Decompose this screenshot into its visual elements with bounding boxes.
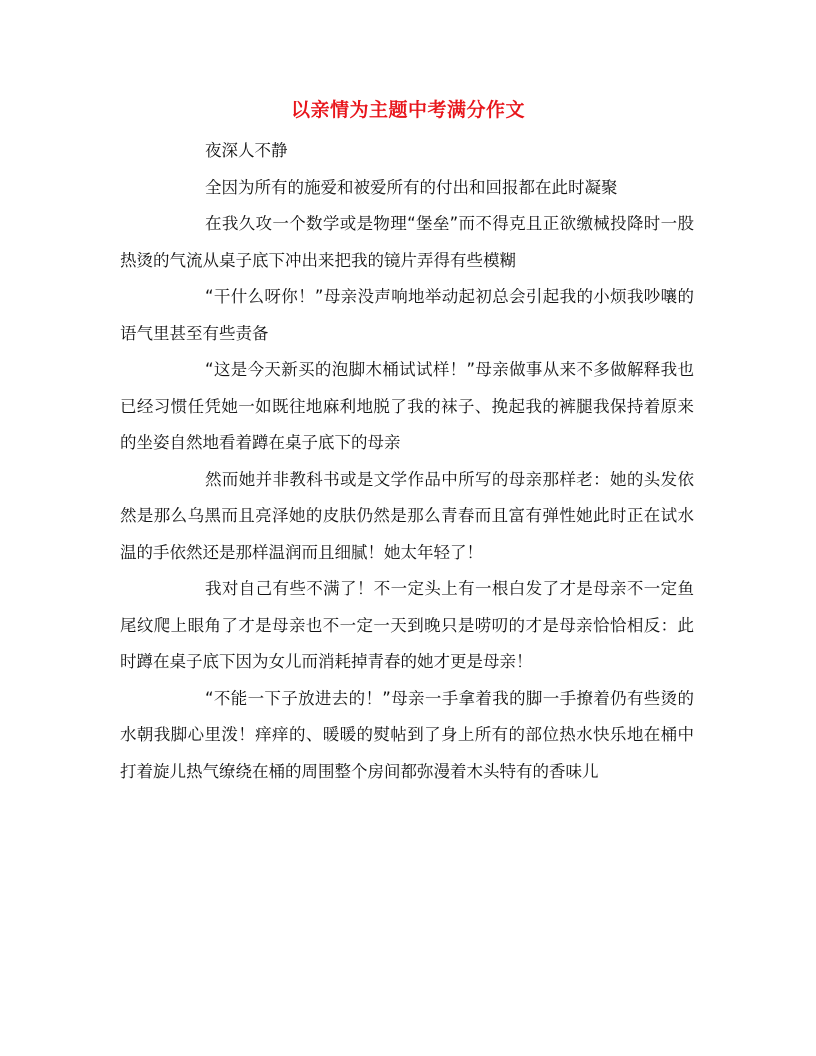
paragraph-6: 然而她并非教科书或是文学作品中所写的母亲那样老：她的头发依然是那么乌黑而且亮泽她的皮肤仍然是那么青春而且富有弹性她此时正在试水温的手依然还是那样温润而且细腻！她太年轻了！ <box>120 469 694 562</box>
paragraph-2: 全因为所有的施爱和被爱所有的付出和回报都在此时凝聚 <box>205 177 618 197</box>
paragraph-4: “干什么呀你！”母亲没声响地举动起初总会引起我的小烦我吵嚷的语气里甚至有些责备 <box>120 287 694 343</box>
document-body <box>120 133 694 790</box>
document-title: 以亲情为主题中考满分作文 <box>290 99 525 121</box>
paragraph-5: “这是今天新买的泡脚木桶试试样！”母亲做事从来不多做解释我也已经习惯任凭她一如既往地麻利地脱了我的袜子、挽起我的裤腿我保持着原来的坐姿自然地看着蹲在桌子底下的母亲 <box>120 360 694 452</box>
paragraph-1: 夜深人不静 <box>205 141 288 160</box>
paragraph-7: 我对自己有些不满了！不一定头上有一根白发了才是母亲不一定鱼尾纹爬上眼角了才是母亲也不一定一天到晚只是唠叨的才是母亲恰恰相反：此时蹲在桌子底下因为女儿而消耗掉青春的她才更是母亲！ <box>120 579 694 671</box>
paragraph-8: “不能一下子放进去的！”母亲一手拿着我的脚一手撩着仍有些烫的水朝我脚心里泼！痒痒的、暖暖的熨帖到了身上所有的部位热水快乐地在桶中打着旋儿热气缭绕在桶的周围整个房间都弥漫着木头特有的香味儿 <box>120 688 694 781</box>
paragraph-3: 在我久攻一个数学或是物理“堡垒”而不得克且正欲缴械投降时一股热烫的气流从桌子底下冲出来把我的镜片弄得有些模糊 <box>120 214 694 270</box>
